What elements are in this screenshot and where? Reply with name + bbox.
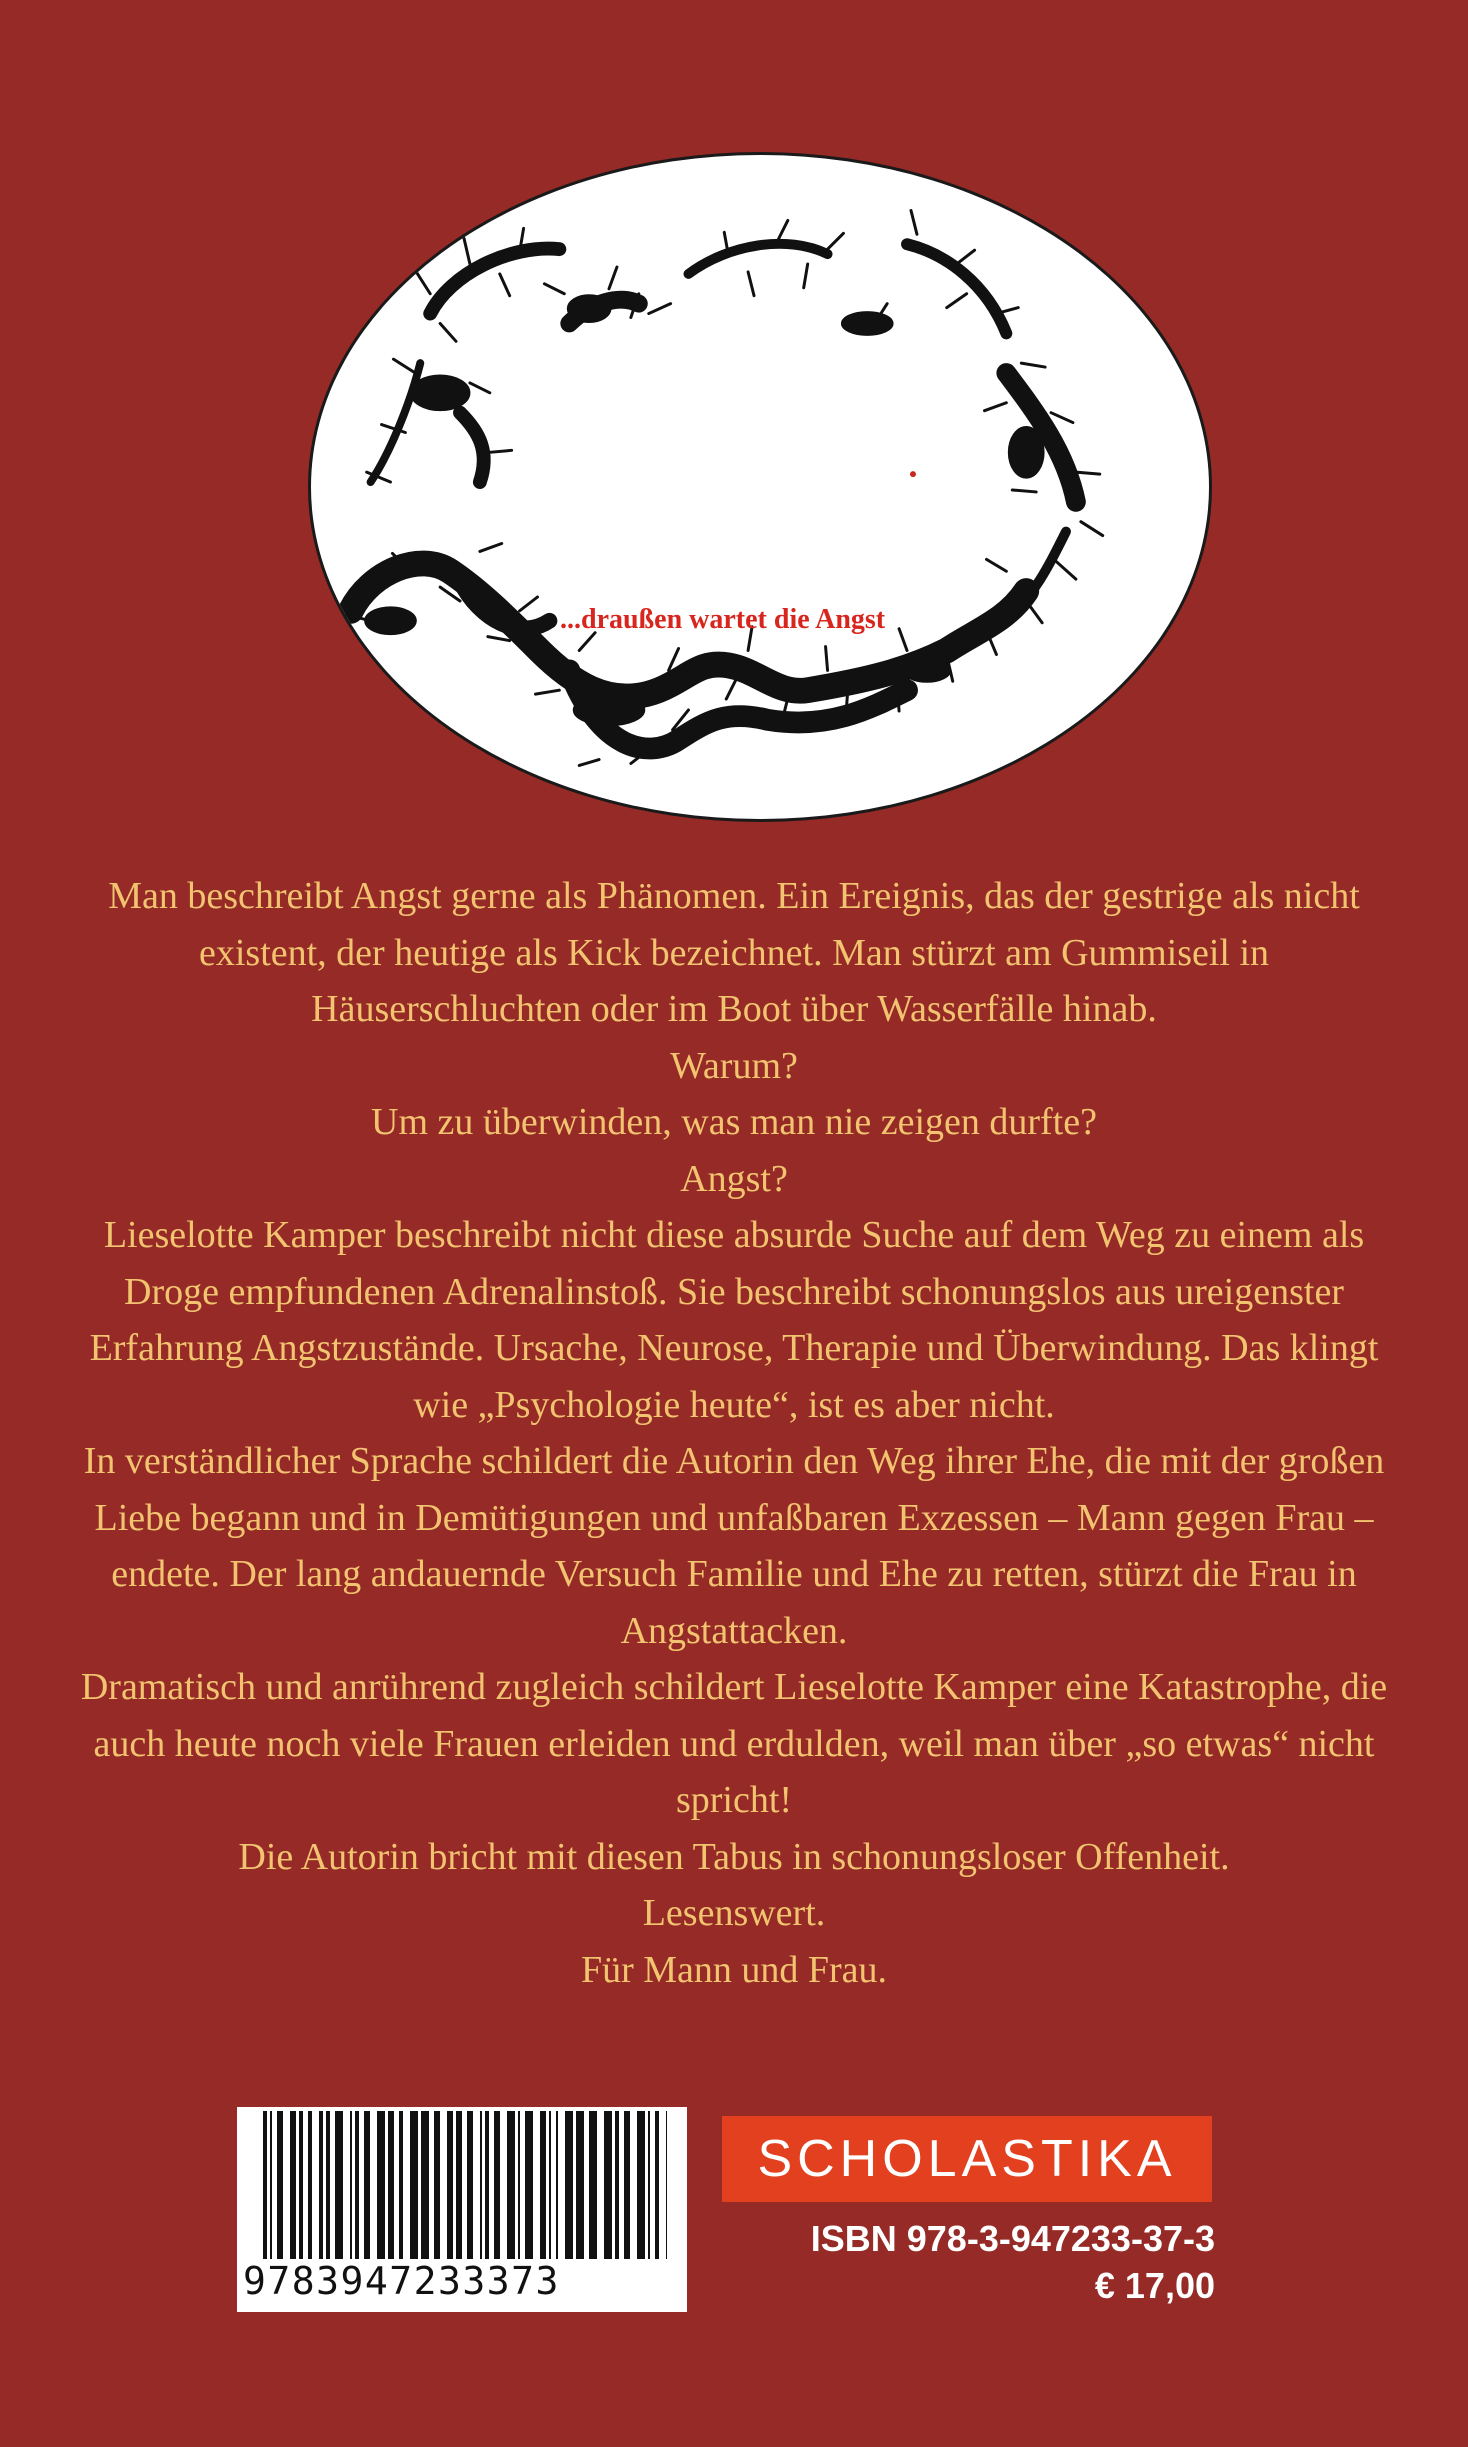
barcode-bar: [421, 2111, 429, 2259]
blurb-paragraph: Lesenswert.: [642, 1892, 826, 1934]
barcode-bar: [364, 2111, 370, 2259]
barcode-bar: [270, 2111, 272, 2259]
blurb-paragraph: Angst?: [680, 1157, 788, 1200]
barcode-bar: [377, 2111, 385, 2259]
cover-tagline: ...draußen wartet die Angst: [560, 604, 886, 635]
publisher-logo: SCHOLASTIKA: [722, 2116, 1212, 2202]
blurb-paragraph: Die Autorin bricht mit diesen Tabus in schonungsloser Offenheit.: [238, 1835, 1230, 1878]
barcode-bar: [549, 2111, 551, 2259]
barcode-bar: [615, 2111, 619, 2259]
barcode-digits: 9783947233373: [243, 2259, 560, 2303]
barcode-bar: [518, 2111, 520, 2259]
barcode-bar: [447, 2111, 453, 2259]
blurb-paragraph: Dramatisch und anrührend zugleich schildert Lieselotte Kamper eine Katastrophe, die auch heute noch viele Frauen erleiden und erdulden, weil man über „so etwas“ nicht spricht!: [80, 1666, 1388, 1821]
barcode-bar: [589, 2111, 597, 2259]
barcode-bar: [399, 2111, 403, 2259]
barcode-bar: [388, 2111, 394, 2259]
book-price: € 17,00: [1094, 2265, 1215, 2306]
isbn-barcode: [237, 2107, 687, 2312]
barcode-bar: [326, 2111, 330, 2259]
barcode-bar: [485, 2111, 489, 2259]
barcode-bar: [480, 2111, 482, 2259]
barcode-bar: [540, 2111, 546, 2259]
barcode-bar: [263, 2111, 267, 2259]
barcode-bar: [655, 2111, 659, 2259]
barcode-bar: [277, 2111, 283, 2259]
barcode-bar: [494, 2111, 500, 2259]
barcode-bar: [624, 2111, 630, 2259]
barcode-bar: [507, 2111, 515, 2259]
barcode-bar: [290, 2111, 296, 2259]
barcode-bar: [576, 2111, 584, 2259]
barcode-bar: [565, 2111, 573, 2259]
barcode-bar: [456, 2111, 462, 2259]
barcode-bar: [467, 2111, 473, 2259]
blurb-paragraph: Man beschreibt Angst gerne als Phänomen. Ein Ereignis, das der gestrige als nicht existent, der heutige als Kick bezeichnet. Man stürzt am Gummiseil in Häuserschluchten oder im Boot über Wasserfälle hinab.: [108, 875, 1360, 1030]
barcode-bar: [350, 2111, 352, 2259]
barcode-bar: [308, 2111, 312, 2259]
blurb-paragraph: Warum?: [670, 1044, 798, 1087]
isbn-number: ISBN 978-3-947233-37-3: [810, 2218, 1215, 2259]
barcode-bar: [556, 2111, 558, 2259]
blurb-paragraph: Lieselotte Kamper beschreibt nicht diese absurde Suche auf dem Weg zu einem als Droge empfundenen Adrenalinstoß. Sie beschreibt schonungslos aus ureigenster Erfahrung Angstzustände. Ursache, Neurose, Therapie und Überwindung. Das klingt wie „Psychologie heute“, ist es aber nicht.: [89, 1214, 1379, 1426]
barcode-bar: [355, 2111, 359, 2259]
barcode-bar: [299, 2111, 303, 2259]
blurb-paragraph: Um zu überwinden, was man nie zeigen durfte?: [371, 1101, 1097, 1143]
blurb-paragraph: In verständlicher Sprache schildert die Autorin den Weg ihrer Ehe, die mit der großen Liebe begann und in Demütigungen und unfaßbaren Exzessen – Mann gegen Frau – endete. Der lang andauernde Versuch Familie und Ehe zu retten, stürzt die Frau in Angstattacken.: [83, 1440, 1385, 1652]
cover-illustration: [308, 152, 1212, 822]
barcode-bar: [525, 2111, 533, 2259]
barcode-bar: [335, 2111, 343, 2259]
barcode-bar: [604, 2111, 612, 2259]
blurb-paragraph: Für Mann und Frau.: [580, 1948, 888, 1991]
barcode-bar: [666, 2111, 667, 2259]
thorn-wreath-icon: [311, 155, 1209, 819]
barcode-bar: [648, 2111, 650, 2259]
barcode-bar: [410, 2111, 418, 2259]
barcode-bar: [434, 2111, 440, 2259]
barcode-bar: [319, 2111, 323, 2259]
back-cover-blurb: [60, 868, 1408, 1998]
barcode-bar: [637, 2111, 645, 2259]
